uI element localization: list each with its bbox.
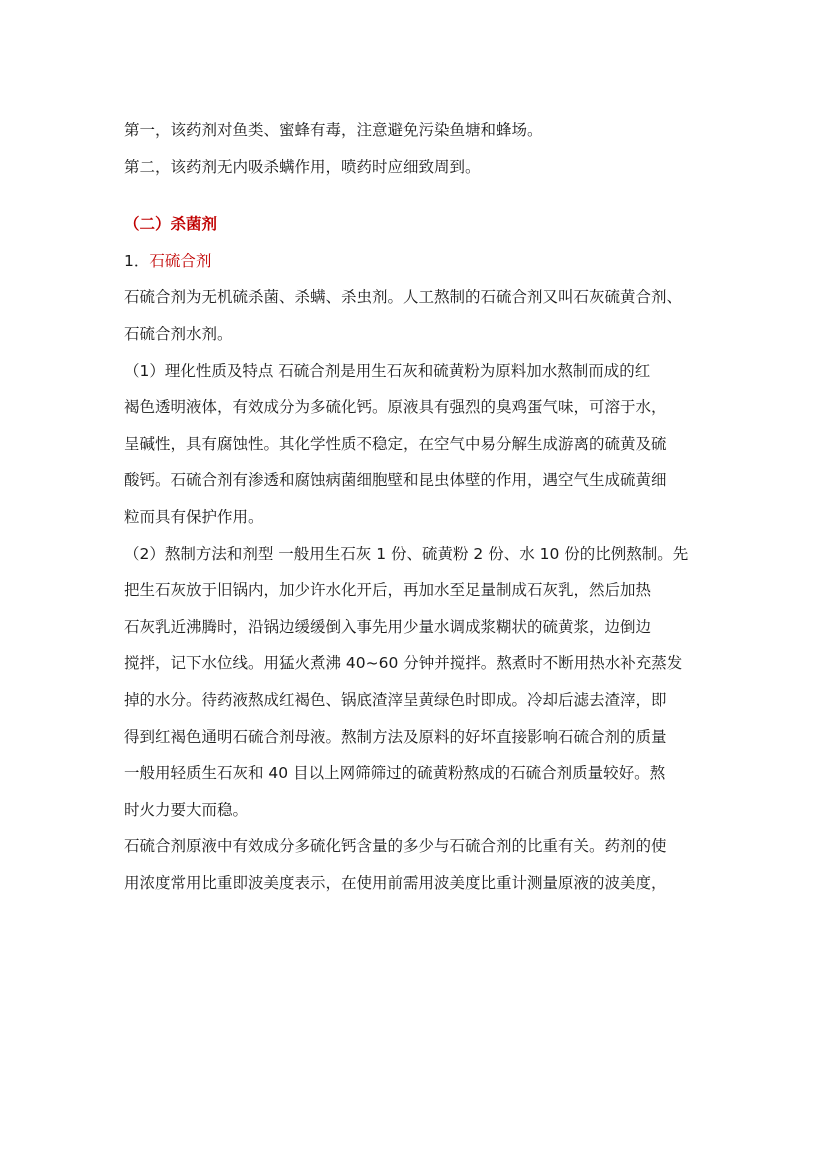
paragraph-line: 石硫合剂原液中有效成分多硫化钙含量的多少与石硫合剂的比重有关。药剂的使 [124,837,667,856]
paragraph-line: 把生石灰放于旧锅内，加少许水化开后，再加水至足量制成石灰乳，然后加热 [124,581,652,600]
paragraph-properties [124,357,709,533]
paragraph-line: 酸钙。石硫合剂有渗透和腐蚀病菌细胞壁和昆虫体壁的作用，遇空气生成硫黄细 [124,471,667,490]
paragraph-line: （2）熬制方法和剂型 一般用生石灰 1 份、硫黄粉 2 份、水 10 份的比例熬制。先 [124,544,689,563]
item-title: 石硫合剂 [149,251,212,270]
note-first: 第一，该药剂对鱼类、蜜蜂有毒，注意避免污染鱼塘和蜂场。 [124,121,543,139]
paragraph-line: 石灰乳近沸腾时，沿锅边缓缓倒入事先用少量水调成浆糊状的硫黄浆，边倒边 [124,617,652,636]
paragraph-line: （1）理化性质及特点 石硫合剂是用生石灰和硫黄粉为原料加水熬制而成的红 [124,361,651,380]
paragraph-line: 搅拌，记下水位线。用猛火煮沸 40~60 分钟并搅拌。熬煮时不断用热水补充蒸发 [124,654,683,673]
paragraph-line: 一般用轻质生石灰和 40 目以上网筛筛过的硫黄粉熬成的石硫合剂质量较好。熬 [124,764,666,783]
paragraph-line: 石硫合剂为无机硫杀菌、杀螨、杀虫剂。人工熬制的石硫合剂又叫石灰硫黄合剂、 [124,288,683,307]
paragraph-line: 用浓度常用比重即波美度表示，在使用前需用波美度比重计测量原液的波美度， [124,873,667,892]
paragraph-concentration [124,832,709,898]
note-second: 第二，该药剂无内吸杀螨作用，喷药时应细致周到。 [124,157,481,176]
paragraph-line: 呈碱性，具有腐蚀性。其化学性质不稳定，在空气中易分解生成游离的硫黄及硫 [124,434,667,453]
paragraph-line: 褐色透明液体，有效成分为多硫化钙。原液具有强烈的臭鸡蛋气味，可溶于水， [124,398,667,417]
paragraph-line: 掉的水分。待药液熬成红褐色、锅底渣滓呈黄绿色时即成。冷却后滤去渣滓，即 [124,690,667,709]
item-number: 1． [124,251,150,270]
item-heading [124,247,709,277]
paragraph-line: 石硫合剂水剂。 [124,324,233,343]
paragraph-line: 时火力要大而稳。 [124,800,249,819]
section-heading: （二）杀菌剂 [124,215,218,234]
paragraph-preparation [124,540,709,826]
document-body [124,116,709,898]
paragraph-intro [124,283,709,349]
paragraph-line: 得到红褐色通明石硫合剂母液。熬制方法及原料的好坏直接影响石硫合剂的质量 [124,727,667,746]
paragraph-line: 粒而具有保护作用。 [124,507,264,526]
